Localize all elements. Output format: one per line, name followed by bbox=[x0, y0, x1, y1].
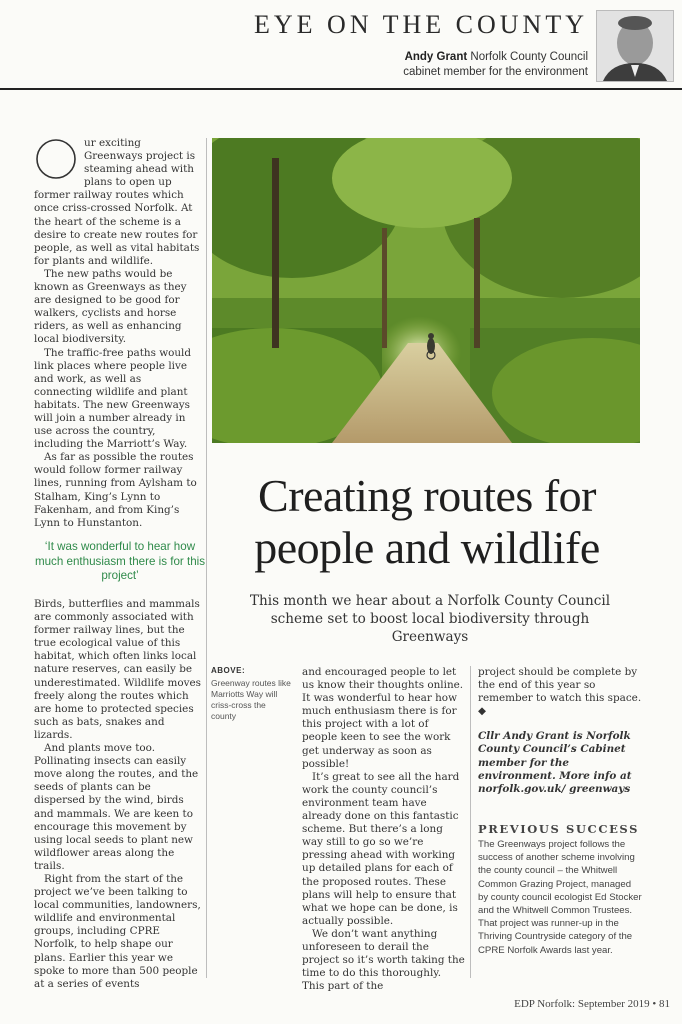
author-role-line1: Norfolk County Council bbox=[470, 51, 588, 63]
body-paragraph: The new paths would be known as Greenways as they are designed to be good for walkers, cyclists and horse riders, as well as enhancing local biodiversity. bbox=[34, 267, 187, 346]
body-paragraph: We don’t want anything unforeseen to derail the project so it’s worth taking the time to do this thoroughly. This part of the bbox=[302, 927, 465, 993]
body-paragraph: It’s great to see all the hard work the county council’s environment team have already done on this fantastic scheme. But there’s a long way still to go so we’re pressing ahead with working up detailed plans for each of the proposed routes. These plans will help to ensure that what we hope can be done, is actually possible. bbox=[302, 770, 460, 927]
article-column-4 bbox=[478, 666, 642, 796]
body-paragraph: The traffic-free paths would link places where people live and work, as well as connecting wildlife and plant habitats. The new Greenways will join a number already in use across the country, including the Marriott’s Way. bbox=[34, 346, 192, 451]
author-bio: Cllr Andy Grant is Norfolk County Council’s Cabinet member for the environment. More info at norfolk.gov.uk/ greenways bbox=[478, 730, 632, 795]
article-column-1-continued bbox=[34, 598, 202, 991]
sidebar-title: PREVIOUS SUCCESS bbox=[478, 822, 639, 836]
body-paragraph: As far as possible the routes would follow former railway lines, running from Aylsham to Stalham, King’s Lynn to Fakenham, and from King’s Lynn to Hunstanton. bbox=[34, 451, 197, 529]
body-paragraph: And plants move too. Pollinating insects can easily move along the routes, and the seeds of plants can be dispersed by the wind, birds and mammals. We are keen to encourage this movement by using local seeds to plant new wildflower areas along the trails. bbox=[34, 742, 199, 872]
body-paragraph: Right from the start of the project we’ve been talking to local communities, landowners, wildlife and environmental groups, including CPRE Norfolk, to help shape our plans. Earlier this year we spoke to more than 500 people at a series of events bbox=[34, 872, 201, 990]
headline: Creating routes for people and wildlife bbox=[254, 470, 600, 573]
caption-label: ABOVE: bbox=[211, 666, 246, 675]
body-paragraph: ur exciting Greenways project is steaming ahead with plans to open up former railway routes which once criss-crossed Norfolk. At the heart of the scheme is a desire to create new routes for people, as well as vital habitats for plants and wildlife. bbox=[34, 137, 200, 267]
article-column-3 bbox=[302, 666, 466, 993]
column-divider bbox=[206, 138, 207, 978]
page-folio: EDP Norfolk: September 2019 • 81 bbox=[514, 998, 670, 1010]
drop-cap bbox=[34, 137, 78, 181]
standfirst: This month we hear about a Norfolk County Council scheme set to boost local biodiversity through Greenways bbox=[249, 593, 611, 645]
greenway-photo bbox=[212, 138, 640, 443]
article-column-1 bbox=[34, 137, 202, 530]
section-title: EYE ON THE COUNTY bbox=[254, 10, 588, 39]
sidebar-text: The Greenways project follows the success of another scheme involving the county council – the Whitwell Common Grazing Project, managed by county council ecologist Ed Stocker and the Whitwell Common Trustees. That project was runner-up in the Thriving Countryside category of the CPRE Norfolk Awards last year. bbox=[478, 839, 642, 956]
pull-quote: ‘It was wonderful to hear how much enthusiasm there is for this project’ bbox=[34, 540, 206, 582]
body-paragraph: project should be complete by the end of this year so remember to watch this space. ◆ bbox=[478, 666, 642, 718]
body-paragraph: and encouraged people to let us know their thoughts online. It was wonderful to hear how much enthusiasm there is for this project with a lot of people keen to see the work get underway as soon as possible! bbox=[302, 666, 464, 770]
body-paragraph: Birds, butterflies and mammals are commonly associated with former railway lines, but the true ecological value of this habitat, which often links local nature reserves, can easily be underestimated. Wildlife moves freely along the routes which are home to protected species such as bats, snakes and lizards. bbox=[34, 598, 201, 741]
caption-text: Greenway routes like Marriotts Way will criss-cross the county bbox=[211, 678, 291, 721]
column-divider bbox=[470, 666, 471, 978]
byline bbox=[330, 50, 588, 80]
author-role-line2: cabinet member for the environment bbox=[403, 66, 588, 78]
header-rule bbox=[0, 88, 682, 90]
author-name: Andy Grant bbox=[404, 51, 468, 63]
drop-cap-letter: O bbox=[55, 165, 57, 166]
author-portrait bbox=[596, 10, 674, 82]
